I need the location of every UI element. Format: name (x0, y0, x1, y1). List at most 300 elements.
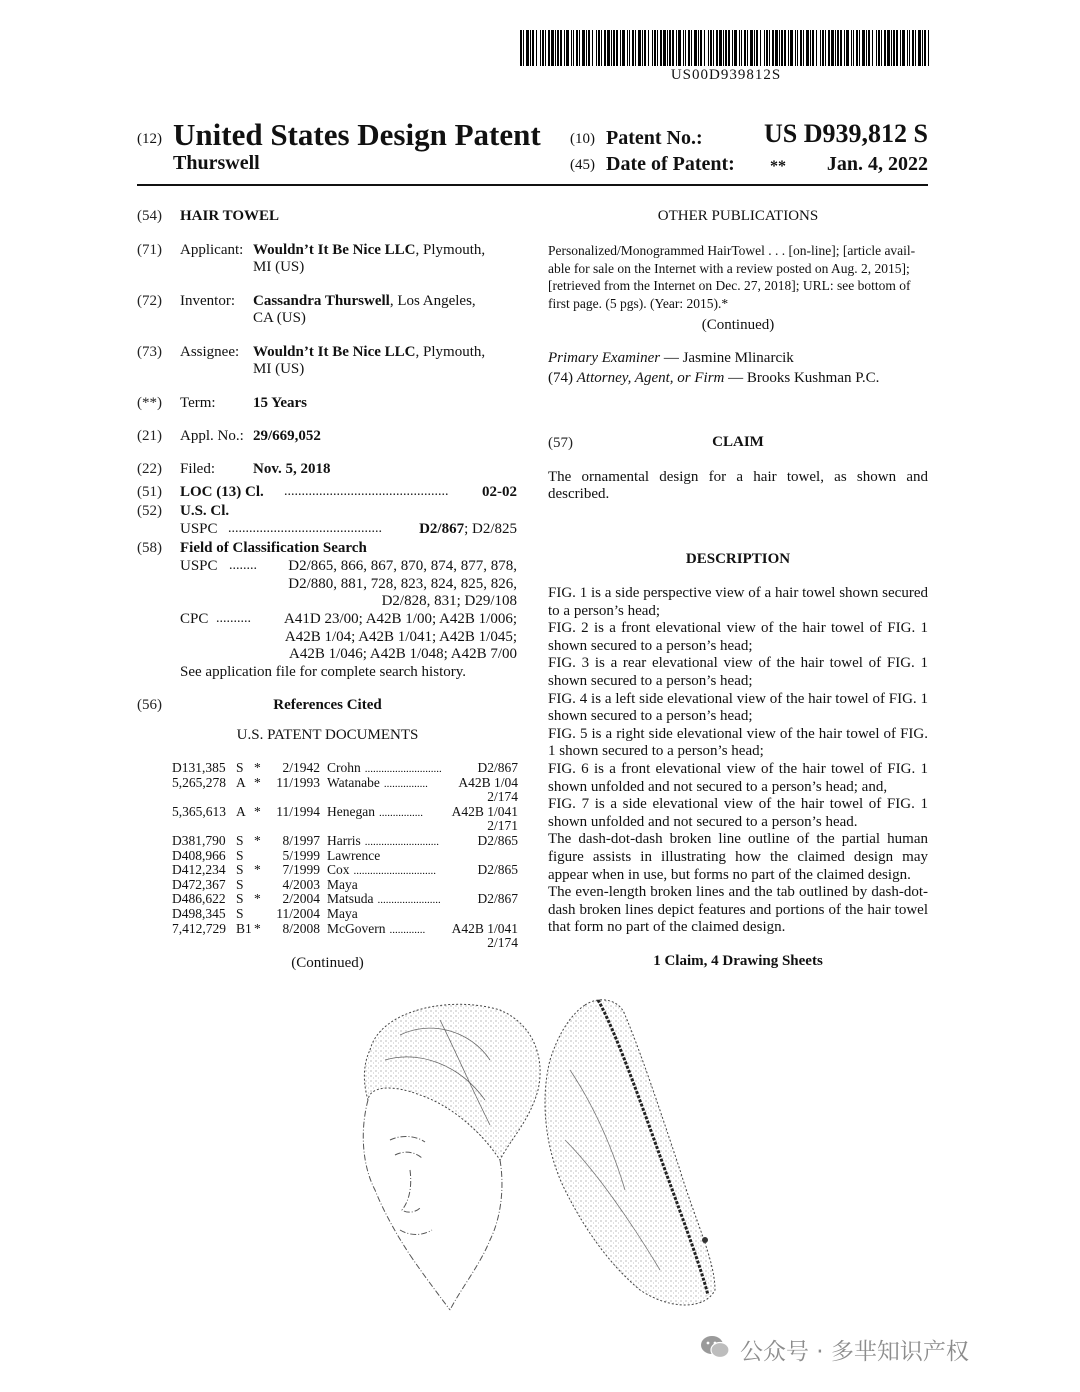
reference-date: 5/1999 (282, 847, 320, 863)
patent-number: US D939,812 S (764, 119, 928, 148)
barcode-bar (846, 30, 849, 66)
barcode-bar (912, 30, 914, 66)
code-term: (**) (137, 395, 162, 411)
reference-inventor-name: McGovern (327, 920, 386, 936)
reference-class: D2/865 (477, 862, 518, 878)
hair-towel-drawing (340, 990, 760, 1335)
barcode-bar (872, 30, 873, 66)
barcode-bar (588, 30, 590, 66)
barcode-bar (560, 30, 562, 66)
barcode-bar (831, 30, 834, 66)
us-cl-secondary: ; D2/825 (464, 521, 517, 537)
search-history-note: See application file for complete search history. (180, 664, 467, 680)
description-heading: DESCRIPTION (685, 551, 791, 567)
barcode-bar (887, 30, 890, 66)
reference-star: * (254, 862, 261, 878)
field-search-label: Field of Classification Search (180, 540, 367, 556)
reference-dots: ............................ (364, 763, 442, 775)
reference-kind: S (236, 833, 244, 848)
loc-dots: ............................................... (284, 484, 449, 499)
barcode-bar (900, 30, 901, 66)
reference-number: 7,412,729 (172, 920, 226, 936)
code-74: (74) (548, 370, 573, 386)
reference-inventor-name: Henegan (327, 803, 375, 819)
reference-dots: ............. (389, 923, 426, 936)
reference-class-continued: 2/171 (487, 818, 518, 834)
barcode-bar (698, 30, 699, 66)
appl-no-value: 29/669,052 (253, 428, 321, 444)
description-paragraph: FIG. 6 is a front elevational view of the hair towel of FIG. 1 shown unfolded and not secured to a person’s head; and, (548, 760, 928, 795)
barcode-bar (878, 30, 880, 66)
reference-row (172, 862, 518, 877)
barcode-bar (632, 30, 634, 66)
assignee-name (253, 344, 485, 361)
reference-dots: ........................... (364, 836, 439, 848)
inventor-name-bold: Cassandra Thurswell (253, 293, 390, 309)
search-uspc-label: USPC (180, 558, 218, 574)
reference-class: D2/867 (477, 760, 518, 775)
barcode-number: US00D939812S (670, 67, 782, 83)
reference-inventor (327, 921, 425, 937)
barcode-bar (700, 30, 702, 66)
barcode-bar (881, 30, 882, 66)
reference-number: D498,345 (172, 906, 226, 921)
description-paragraph: FIG. 2 is a front elevational view of the hair towel of FIG. 1 shown secured to a person’s head; (548, 620, 928, 654)
reference-class-continued: 2/174 (487, 935, 518, 951)
barcode-bar (876, 30, 877, 66)
other-pub-line: Personalized/Monogrammed HairTowel . . . [on-line]; [article avail- (548, 243, 916, 258)
barcode-bar (530, 30, 531, 66)
barcode-bar (784, 30, 786, 66)
reference-number: D412,234 (172, 862, 226, 878)
code-22: (22) (137, 461, 162, 477)
barcode-bar (596, 30, 597, 66)
barcode-bar (779, 30, 780, 66)
barcode-bar (644, 30, 646, 66)
barcode-bar (837, 30, 839, 66)
reference-inventor (327, 906, 362, 922)
reference-class: A42B 1/041 (451, 803, 518, 819)
claim-heading: CLAIM (712, 434, 764, 450)
description-text (548, 585, 928, 937)
reference-date: 2/1942 (282, 760, 320, 775)
date-of-patent-label: Date of Patent: (606, 153, 735, 175)
barcode-bar (820, 30, 821, 66)
barcode-bar (573, 30, 574, 66)
barcode-bar (772, 30, 774, 66)
barcode-bar (660, 30, 662, 66)
reference-inventor-name: Matsuda (327, 891, 374, 907)
reference-inventor (327, 848, 384, 864)
code-56: (56) (137, 697, 162, 713)
reference-class: D2/867 (477, 891, 518, 907)
barcode-bar (893, 30, 895, 66)
barcode-bar (601, 30, 602, 66)
barcode-bar (642, 30, 643, 66)
barcode-bar (728, 30, 730, 66)
description-paragraph: The even-length broken lines and the tab outlined by dash-dot-dash broken lines depict features and portions of the hair towel that form no part of the claimed design. (548, 884, 928, 936)
code-10: (10) (570, 131, 595, 147)
barcode-bar (862, 30, 865, 66)
barcode-bar (866, 30, 867, 66)
search-uspc-dots: ........ (229, 558, 257, 573)
applicant-label: Applicant: (180, 242, 244, 258)
barcode-bar (582, 30, 585, 66)
barcode-bar (691, 30, 692, 66)
reference-dots: .............................. (353, 865, 437, 878)
barcode-bar (685, 30, 686, 66)
attorney-label: Attorney, Agent, or Firm (576, 370, 725, 386)
barcode-bar (810, 30, 811, 66)
wechat-icon (700, 1334, 730, 1360)
reference-number: D408,966 (172, 847, 226, 863)
assignee-city: , Plymouth, (415, 344, 486, 360)
code-45: (45) (570, 157, 595, 173)
reference-inventor (327, 760, 442, 776)
attorney-name: — Brooks Kushman P.C. (728, 370, 880, 386)
reference-dots: ....................... (377, 894, 441, 907)
barcode-bar (803, 30, 804, 66)
barcode-bar (884, 30, 886, 66)
reference-kind: S (236, 891, 244, 907)
reference-class-continued: 2/174 (487, 789, 518, 805)
us-patent-documents-heading: U.S. PATENT DOCUMENTS (236, 727, 419, 743)
reference-row (172, 891, 518, 906)
figure-7-towel-unfolded (545, 1000, 715, 1305)
inventor-short-name: Thurswell (173, 152, 260, 174)
us-cl-label: U.S. Cl. (180, 503, 230, 519)
barcode-bar (532, 30, 534, 66)
barcode-bar (613, 30, 615, 66)
barcode-bar (576, 30, 578, 66)
reference-inventor-name: Harris (327, 833, 361, 848)
other-pub-line: able for sale on the Internet with a review posted on Aug. 2, 2015]; (548, 260, 910, 276)
reference-date: 4/2003 (282, 876, 320, 892)
description-paragraph: FIG. 5 is a right side elevational view of the hair towel of FIG. 1 shown secured to a person’s head; (548, 725, 928, 760)
barcode-bar (571, 30, 572, 66)
reference-inventor-name: Maya (327, 876, 358, 892)
filed-value: Nov. 5, 2018 (253, 461, 331, 477)
reference-kind: B1 (236, 920, 252, 936)
design-title: HAIR TOWEL (180, 208, 280, 224)
filed-label: Filed: (180, 461, 216, 477)
barcode-bar (822, 30, 824, 66)
barcode-bar (536, 30, 537, 66)
search-uspc-line: D2/880, 881, 728, 823, 824, 825, 826, (288, 575, 517, 592)
uspc-label: USPC (180, 521, 218, 537)
barcode-bar (669, 30, 671, 66)
barcode-bar (672, 30, 674, 66)
uspc-dots: ............................................ (228, 521, 382, 536)
barcode-bar (825, 30, 826, 66)
description-paragraph: FIG. 3 is a rear elevational view of the hair towel of FIG. 1 shown secured to a person’s head; (548, 655, 928, 689)
reference-star: * (254, 833, 261, 848)
attorney (548, 370, 879, 387)
barcode-bar (816, 30, 817, 66)
assignee-state: MI (US) (253, 361, 305, 377)
barcode-bar (627, 30, 628, 66)
reference-kind: A (236, 774, 246, 790)
reference-inventor-name: Cox (327, 862, 350, 878)
barcode-bar (909, 30, 910, 66)
reference-kind: S (236, 862, 244, 878)
date-stars: ** (770, 158, 786, 175)
barcode-bar (545, 30, 546, 66)
inventor-name (253, 293, 476, 310)
barcode-bar (739, 30, 740, 66)
figure-1-towel (364, 1004, 540, 1160)
barcode-bar (622, 30, 625, 66)
header-rule (137, 184, 928, 186)
barcode-bar (520, 30, 522, 66)
reference-date: 7/1999 (282, 862, 320, 878)
barcode-bar (616, 30, 618, 66)
code-51: (51) (137, 484, 162, 500)
code-21: (21) (137, 428, 162, 444)
barcode-bar (775, 30, 778, 66)
barcode-bar (754, 30, 755, 66)
barcode-bar (635, 30, 636, 66)
barcode-bar (540, 30, 541, 66)
us-cl-main: D2/867 (419, 521, 465, 537)
barcode-bar (747, 30, 748, 66)
barcode-bar (734, 30, 737, 66)
barcode-bar (795, 30, 796, 66)
barcode-bar (918, 30, 921, 66)
us-cl-value (400, 521, 517, 538)
barcode-bar (800, 30, 802, 66)
barcode-bar (828, 30, 830, 66)
barcode-bar (694, 30, 697, 66)
barcode-bar (790, 30, 793, 66)
other-pub-line: first page. (5 pgs). (Year: 2015).* (548, 295, 729, 311)
reference-kind: S (236, 760, 244, 775)
code-71: (71) (137, 242, 162, 258)
search-cpc-line: A42B 1/04; A42B 1/041; A42B 1/045; (284, 628, 517, 645)
barcode-bar (891, 30, 892, 66)
barcode-bar (676, 30, 677, 66)
barcode-bar (592, 30, 593, 66)
primary-examiner (548, 350, 794, 367)
reference-inventor (327, 877, 362, 893)
barcode-bar (598, 30, 600, 66)
appl-no-label: Appl. No.: (180, 428, 244, 444)
search-uspc-line: D2/828, 831; D29/108 (381, 593, 517, 609)
barcode-bar (851, 30, 852, 66)
reference-number: D486,622 (172, 891, 226, 907)
barcode-bar (564, 30, 565, 66)
barcode-bar (555, 30, 556, 66)
code-52: (52) (137, 503, 162, 519)
barcode-bar (928, 30, 929, 66)
reference-row (172, 921, 518, 936)
reference-inventor (327, 833, 439, 849)
barcode-bar (620, 30, 621, 66)
barcode-bar (523, 30, 524, 66)
barcode-bar (678, 30, 681, 66)
reference-class: A42B 1/04 (458, 774, 518, 790)
code-12: (12) (137, 131, 162, 147)
barcode-bar (853, 30, 854, 66)
claim-line-2: described. (548, 486, 610, 502)
barcode-bar (788, 30, 789, 66)
barcode-bar (835, 30, 836, 66)
barcode-bar (526, 30, 529, 66)
reference-inventor-name: Crohn (327, 760, 361, 775)
barcode-bar (648, 30, 649, 66)
barcode-bar (708, 30, 709, 66)
reference-kind: S (236, 906, 244, 921)
references-continued: (Continued) (291, 955, 364, 971)
description-paragraph: FIG. 7 is a side elevational view of the hair towel of FIG. 1 shown unfolded and not secured to a person’s head. (548, 796, 928, 830)
barcode-bar (924, 30, 926, 66)
search-cpc-dots: .......... (216, 611, 251, 626)
other-publications-continued: (Continued) (701, 317, 775, 333)
barcode-bar (764, 30, 765, 66)
reference-inventor (327, 775, 428, 791)
reference-row (172, 760, 518, 775)
barcode-bar (566, 30, 569, 66)
applicant-state: MI (US) (253, 259, 305, 275)
loc-label: LOC (13) Cl. (180, 484, 264, 500)
barcode-bar (704, 30, 705, 66)
barcode-bar (859, 30, 860, 66)
barcode-bar (683, 30, 684, 66)
reference-class: A42B 1/041 (451, 920, 518, 936)
reference-date: 11/1994 (276, 803, 320, 819)
inventor-label: Inventor: (180, 293, 235, 309)
date-of-patent: Jan. 4, 2022 (826, 153, 928, 175)
reference-row (172, 833, 518, 848)
barcode-bar (907, 30, 908, 66)
assignee-name-bold: Wouldn’t It Be Nice LLC (253, 344, 416, 360)
reference-inventor-name: Maya (327, 906, 358, 921)
patent-number-label: Patent No.: (606, 127, 703, 149)
assignee-label: Assignee: (180, 344, 240, 360)
barcode-bar (638, 30, 641, 66)
reference-inventor-name: Watanabe (327, 774, 380, 790)
search-cpc-label: CPC (180, 611, 209, 627)
patent-type-title: United States Design Patent (173, 117, 541, 152)
barcode-bar (557, 30, 559, 66)
barcode-bar (760, 30, 761, 66)
search-cpc-lines (262, 611, 517, 664)
reference-date: 11/1993 (276, 774, 320, 790)
other-pub-line: [retrieved from the Internet on Dec. 27, 2018]; URL: see bottom of (548, 278, 911, 293)
barcode-bar (741, 30, 742, 66)
examiner-name: — Jasmine Mlinarcik (663, 350, 794, 366)
reference-inventor-name: Lawrence (327, 847, 381, 863)
claim-sheet-count: 1 Claim, 4 Drawing Sheets (653, 953, 823, 969)
barcode-bar (716, 30, 718, 66)
barcode-bar (856, 30, 858, 66)
barcode-bar (750, 30, 753, 66)
barcode-bar (732, 30, 733, 66)
reference-row (172, 877, 518, 892)
barcode-bar (548, 30, 550, 66)
inventor-city: , Los Angeles, (389, 293, 476, 309)
reference-number: D381,790 (172, 833, 226, 848)
references-heading: References Cited (273, 697, 382, 713)
barcode-bar (688, 30, 690, 66)
barcode-bar (629, 30, 630, 66)
code-73: (73) (137, 344, 162, 360)
code-58: (58) (137, 540, 162, 556)
reference-kind: S (236, 847, 244, 863)
term-value: 15 Years (253, 395, 308, 411)
search-uspc-lines (262, 558, 517, 611)
search-cpc-line: A41D 23/00; A42B 1/00; A42B 1/006; (284, 611, 517, 627)
reference-dots: ................ (383, 777, 428, 790)
barcode-bar (797, 30, 798, 66)
reference-date: 2/2004 (282, 891, 320, 907)
barcode-bar (896, 30, 898, 66)
barcode-bar (725, 30, 727, 66)
barcode-bar (766, 30, 768, 66)
reference-number: D472,367 (172, 876, 226, 892)
barcode-bar (586, 30, 587, 66)
barcode-bar (868, 30, 870, 66)
reference-star: * (254, 891, 261, 907)
barcode-bar (710, 30, 712, 66)
description-paragraph: FIG. 1 is a side perspective view of a hair towel shown secured to a person’s head; (548, 585, 928, 619)
barcode-bar (915, 30, 916, 66)
barcode-bar (922, 30, 923, 66)
reference-date: 8/1997 (282, 833, 320, 848)
description-paragraph: FIG. 4 is a left side elevational view of the hair towel of FIG. 1 shown secured to a person’s head; (548, 690, 928, 725)
applicant-name-bold: Wouldn’t It Be Nice LLC (253, 242, 416, 258)
reference-date: 8/2008 (282, 920, 320, 936)
barcode-bar (657, 30, 658, 66)
reference-number: 5,265,278 (172, 774, 226, 790)
loc-value: 02-02 (482, 484, 517, 500)
reference-row (172, 804, 518, 819)
claim-text (548, 469, 928, 487)
reference-kind: S (236, 876, 244, 892)
barcode-bar (781, 30, 783, 66)
code-72: (72) (137, 293, 162, 309)
reference-star: * (254, 760, 261, 775)
reference-star: * (254, 920, 261, 936)
reference-row (172, 775, 518, 790)
code-57: (57) (548, 435, 573, 451)
applicant-city: , Plymouth, (415, 242, 486, 258)
barcode-bar (719, 30, 722, 66)
reference-date: 11/2004 (276, 906, 320, 921)
reference-kind: A (236, 803, 246, 819)
barcode-bar (663, 30, 666, 66)
barcode-bar (604, 30, 606, 66)
description-paragraph: The dash-dot-dash broken line outline of the partial human figure assists in illustrating how the claimed design may appear when in use, but forms no part of the claimed design. (548, 831, 928, 883)
barcode-bar (756, 30, 758, 66)
code-54: (54) (137, 208, 162, 224)
barcode-bar (840, 30, 842, 66)
reference-star: * (254, 774, 261, 790)
barcode-bar (812, 30, 814, 66)
barcode-bar (744, 30, 746, 66)
barcode-bar (713, 30, 714, 66)
reference-class: D2/865 (477, 833, 518, 848)
reference-number: D131,385 (172, 760, 226, 775)
reference-inventor (327, 862, 436, 878)
search-cpc-line: A42B 1/046; A42B 1/048; A42B 7/00 (289, 646, 517, 662)
barcode-bar (769, 30, 770, 66)
watermark-text: 公众号 · 多芈知识产权 (740, 1339, 969, 1365)
other-publications-text (548, 242, 928, 312)
other-publications-heading: OTHER PUBLICATIONS (657, 208, 819, 224)
barcode-bar (611, 30, 612, 66)
barcode-bar (902, 30, 905, 66)
